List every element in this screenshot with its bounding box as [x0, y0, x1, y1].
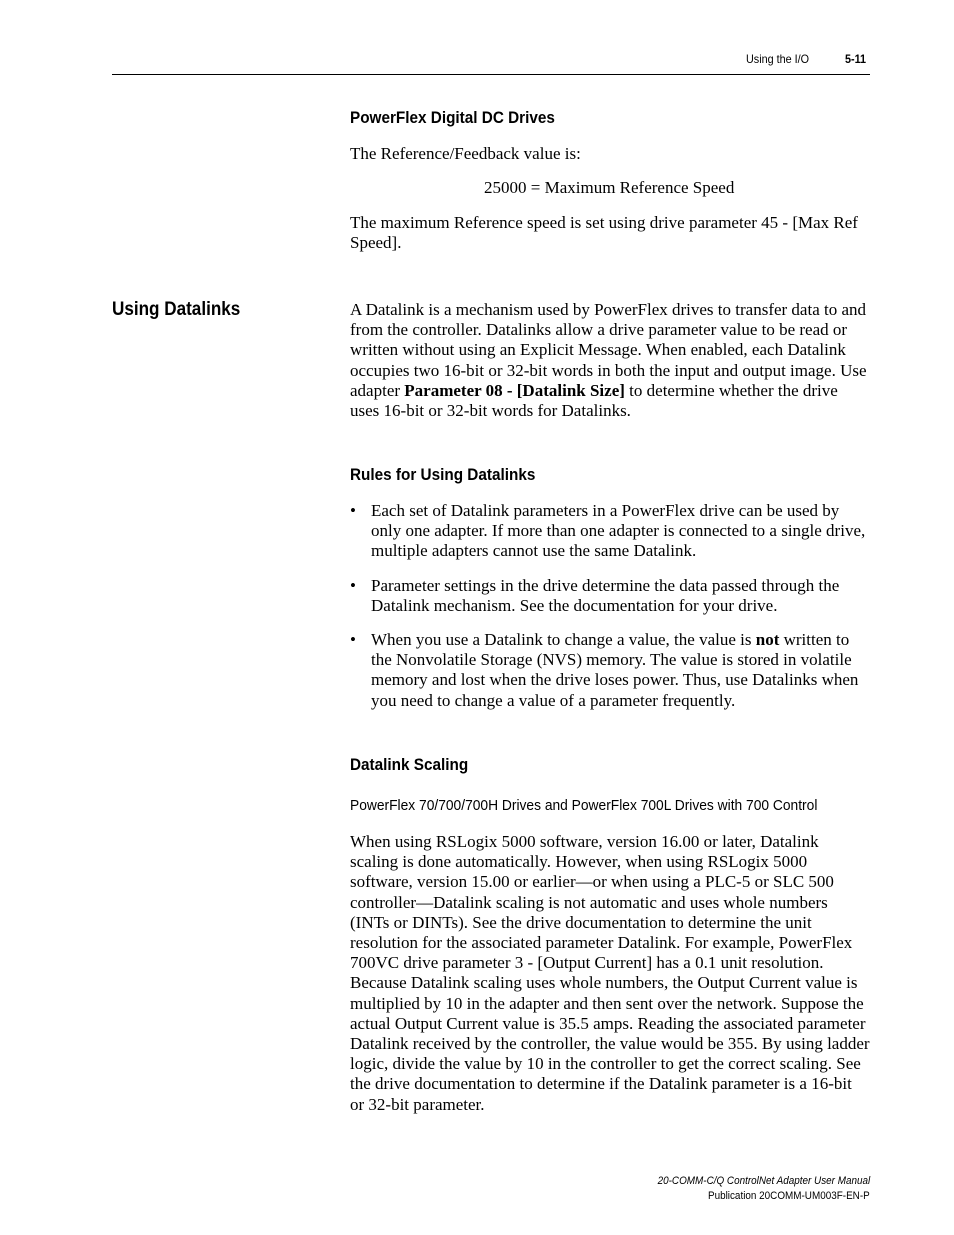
rule-text-3b: written to the Nonvolatile Storage (NVS) memory. The value is stored in volatile memory and lost when the drive loses power. Thus, use Datalinks when you need to change a value of a parameter frequently.	[371, 630, 859, 710]
running-header-section: Using the I/O	[746, 52, 810, 66]
subheading-powerflex-700: PowerFlex 70/700/700H Drives and PowerFlex 700L Drives with 700 Control	[350, 797, 818, 814]
bullet-dot: •	[350, 630, 356, 649]
heading-powerflex-dc-drives: PowerFlex Digital DC Drives	[350, 108, 555, 127]
header-rule	[112, 74, 870, 75]
rule-text-2: Parameter settings in the drive determine the data passed through the Datalink mechanism. See the documentation for your drive.	[371, 576, 840, 616]
footer-manual-title: 20-COMM-C/Q ControlNet Adapter User Manual	[657, 1175, 870, 1187]
datalinks-text-1: A Datalink is a mechanism used by PowerFlex drives to transfer data to and from the controller. Datalinks allow a drive parameter value to be read or written without using an Explicit Message. When enabled, each Datalink occupies two 16-bit or 32-bit words in both the input and output image. Use adapter	[350, 300, 867, 400]
footer-publication-number: Publication 20COMM-UM003F-EN-P	[708, 1190, 870, 1202]
datalink-scaling-body: When using RSLogix 5000 software, version 16.00 or later, Datalink scaling is done automatically. However, when using RSLogix 5000 software, version 15.00 or earlier—or when using a PLC-5 or SLC 500 controller—Datalink scaling is not automatic and uses whole numbers (INTs or DINTs). See the drive documentation to determine the unit resolution for the associated parameter Datalink. For example, PowerFlex 700VC drive parameter 3 - [Output Current] has a 0.1 unit resolution. Because Datalink scaling uses whole numbers, the Output Current value is multiplied by 10 in the adapter and then sent over the network. Suppose the actual Output Current value is 35.5 amps. Reading the associated parameter Datalink received by the controller, the value would be 355. By using ladder logic, divide the value by 10 in the controller to get the correct scaling. See the drive documentation to determine if the Datalink parameter is a 16-bit or 32-bit parameter.	[350, 832, 870, 1114]
datalinks-description	[350, 300, 870, 421]
rule-emphasis-not: not	[755, 630, 780, 649]
reference-feedback-intro: The Reference/Feedback value is:	[350, 144, 581, 163]
datalink-size-parameter: Parameter 08 - [Datalink Size]	[404, 380, 625, 400]
rule-text-1: Each set of Datalink parameters in a PowerFlex drive can be used by only one adapter. If more than one adapter is connected to a single drive, multiple adapters cannot use the same Datalink.	[371, 501, 866, 561]
bullet-dot: •	[350, 501, 356, 520]
bullet-dot: •	[350, 576, 356, 595]
heading-using-datalinks: Using Datalinks	[112, 299, 241, 320]
max-reference-equation: 25000 = Maximum Reference Speed	[484, 178, 735, 197]
rule-text-3	[371, 630, 870, 711]
max-ref-speed-note: The maximum Reference speed is set using drive parameter 45 - [Max Ref Speed].	[350, 213, 858, 253]
heading-datalink-scaling: Datalink Scaling	[350, 755, 469, 774]
datalinks-text-2: to determine whether the drive uses 16-bit or 32-bit words for Datalinks.	[350, 380, 838, 421]
heading-rules-for-datalinks: Rules for Using Datalinks	[350, 465, 536, 484]
page-number: 5-11	[845, 52, 867, 66]
rule-text-3a: When you use a Datalink to change a value, the value is	[371, 630, 756, 649]
